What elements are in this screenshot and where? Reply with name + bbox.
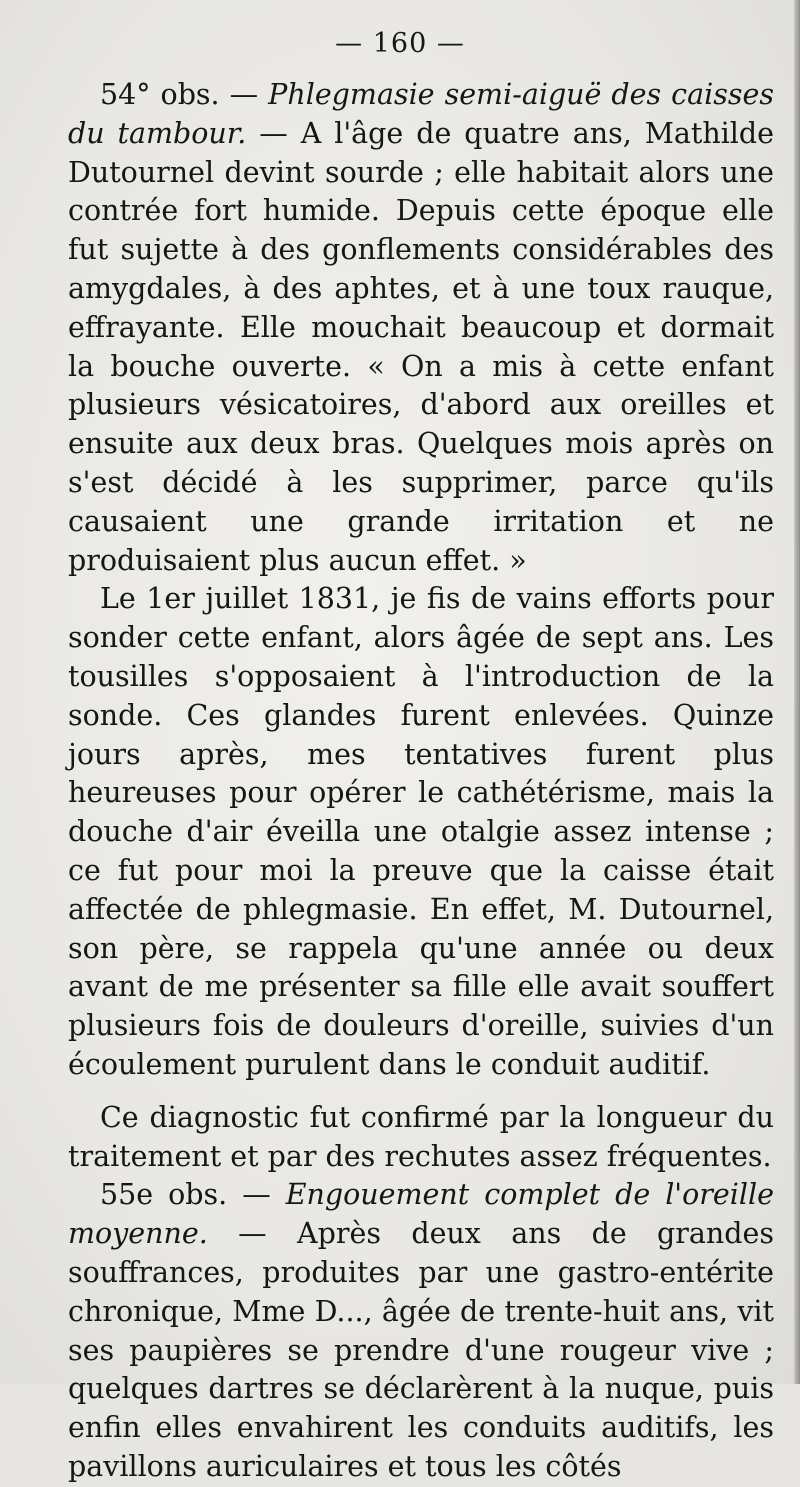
paragraph-juillet: Le 1er juillet 1831, je fis de vains efforts pour sonder cette enfant, alors âgée de sept ans. Les tousilles s'opposaient à l'introduction de la sonde. Ces glandes furent enlevées. Quinze jours après, mes tentatives furent plus heureuses pour opérer le cathétérisme, mais la douche d'air éveilla une otalgie assez intense ; ce fut pour moi la preuve que la caisse était affectée de phlegmasie. En effet, M. Dutournel, son père, se rappela qu'une année ou deux avant de me présenter sa fille elle avait souffert plusieurs fois de douleurs d'oreille, suivies d'un écoulement purulent dans le conduit auditif. bbox=[68, 582, 774, 1081]
observation-number: 55e obs. — bbox=[100, 1178, 271, 1212]
observation-number: 54° obs. — bbox=[100, 78, 259, 111]
paragraph-body: — Après deux ans de grandes souffrances, produites par une gastro-entérite chronique, Mme D..., âgée de trente-huit ans, vit ses paupières se prendre d'une rougeur vive ; quelques dartres se déclarèrent à la nuque, puis enfin elles envahirent les conduits auditifs, les pavillons auriculaires et tous les côtés bbox=[68, 1217, 774, 1483]
observation-title: Phlegmasie semi-aiguë des caisses du tambour. bbox=[68, 78, 774, 150]
observation-title: Engouement complet de l'oreille moyenne. bbox=[68, 1178, 774, 1251]
paragraph-obs-55 bbox=[68, 1176, 774, 1486]
page-number: — 160 — bbox=[335, 28, 465, 59]
page-text bbox=[68, 76, 774, 1487]
paragraph-body: — A l'âge de quatre ans, Mathilde Dutournel devint sourde ; elle habitait alors une contrée fort humide. Depuis cette époque elle fut sujette à des gonflements considérables des amygdales, à des aphtes, et à une toux rauque, effrayante. Elle mouchait beaucoup et dormait la bouche ouverte. « On a mis à cette enfant plusieurs vésicatoires, d'abord aux oreilles et ensuite aux deux bras. Quelques mois après on s'est décidé à les supprimer, parce qu'ils causaient une grande irritation et ne produisaient plus aucun effet. » bbox=[68, 116, 775, 577]
paragraph-diagnostic: Ce diagnostic fut confirmé par la longueur du traitement et par des rechutes assez fréquentes. bbox=[68, 1100, 774, 1173]
paragraph-obs-54 bbox=[68, 76, 774, 580]
